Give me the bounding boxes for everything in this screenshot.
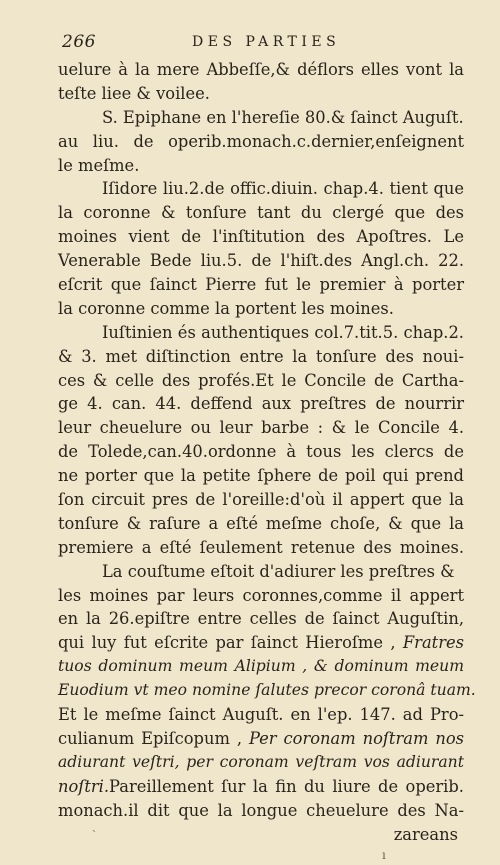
text-line [58,655,464,679]
text-line [58,177,464,201]
text-segment: ge 4. can. 44. deffend aux preſtres de nourrir [58,394,464,414]
text-segment: teſte liee & voilee. [58,83,210,103]
text-line [58,536,464,560]
text-segment: les moines par leurs coronnes,comme il appert [58,585,464,605]
text-line [58,584,464,608]
text-segment: La couſtume eſtoit d'adiurer les preſtres & [102,561,455,581]
text-segment: la coronne & tonſure tant du clergé que des [58,203,464,223]
text-line [58,106,464,130]
text-line [58,679,476,703]
page-number: 266 [62,32,96,52]
text-segment: ces & celle des profés.Et le Concile de Cartha- [58,370,464,390]
text-segment: le meſme. [58,155,140,175]
text-segment: Et le meſme ſainct Auguſt. en l'ep. 147. ad Pro- [58,705,464,725]
text-segment: de Tolede,can.40.ordonne à tous les clercs de [58,442,464,462]
text-line [58,751,464,775]
text-line [58,369,464,393]
text-line [58,249,464,273]
text-segment: S. Epiphane en l'hereſie 80.& ſainct Auguſt. [102,107,464,127]
text-line [58,130,464,154]
running-head [62,32,462,54]
latin-quotation: noſtri. [58,776,110,796]
latin-quotation: Euodium vt meo nomine ſalutes precor coronâ tuam. [58,681,476,700]
text-segment: eſcrit que ſainct Pierre fut le premier à porter [58,275,464,295]
text-segment: premiere a eſté ſeulement retenue des moines. [58,537,464,557]
text-line [58,58,464,82]
text-segment: qui luy fut eſcrite par ſainct Hieroſme , [58,633,403,653]
text-line [58,392,464,416]
text-segment: culianum Epiſcopum , [58,728,249,748]
text-segment: ne porter que la petite ſphere de poil qui prend [58,466,464,486]
text-line [58,154,464,178]
text-segment: leur cheuelure ou leur barbe : & le Concile 4. [58,418,464,438]
text-line [58,631,464,655]
text-segment: & 3. met diſtinction entre la tonſure des noui- [58,346,464,366]
text-line [58,823,464,847]
text-segment: uelure à la mere Abbeſſe,& déflors elles vont la [58,60,464,79]
text-segment: Venerable Bede liu.5. de l'hiſt.des Angl.ch. 22. [58,251,464,271]
text-line [58,273,464,297]
latin-quotation: adiurant veſtri, per coronam veſtram vos adiurant [58,752,464,771]
text-line [58,488,464,512]
text-segment: Pareillement ſur la fin du liure de operib. [109,776,464,796]
text-segment: zareans [393,824,458,844]
text-line [58,607,464,631]
ink-mark: ˴ [92,822,96,836]
text-segment: monach.il dit que la longue cheuelure des Na- [58,800,464,820]
text-line [58,416,464,440]
running-title: DES PARTIES [192,34,341,50]
text-segment: la coronne comme la portent les moines. [58,298,394,318]
text-segment: en la 26.epiſtre entre celles de ſainct Auguſtin, [58,609,464,629]
text-line [58,82,464,106]
text-segment: ſon circuit pres de l'oreille:d'où il appert que la [58,490,464,510]
text-line [58,464,464,488]
latin-quotation: tuos dominum meum Alipium , & dominum meum [58,657,464,676]
latin-quotation: Fratres [402,633,464,653]
text-segment: moines vient de l'inſtitution des Apoſtres. Le [58,227,464,247]
text-line [58,703,464,727]
text-line [58,297,464,321]
text-line [58,727,464,751]
ink-mark: ı [382,848,386,862]
text-line [58,775,464,799]
latin-quotation: Per coronam noſtram nos [248,728,464,748]
text-segment: Iſidore liu.2.de offic.diuin. chap.4. tient que [102,179,464,199]
text-segment: au liu. de operib.monach.c.dernier,enſeignent [58,131,464,151]
text-line [58,440,464,464]
text-line [58,560,464,584]
text-segment: Iuſtinien és authentiques col.7.tit.5. chap.2. [102,322,464,342]
text-line [58,345,464,369]
text-line [58,225,464,249]
text-line [58,321,464,345]
body-text [58,58,476,846]
text-line [58,201,464,225]
text-line [58,512,464,536]
text-line [58,799,464,823]
text-segment: tonſure & raſure a eſté meſme choſe, & que la [58,513,464,533]
